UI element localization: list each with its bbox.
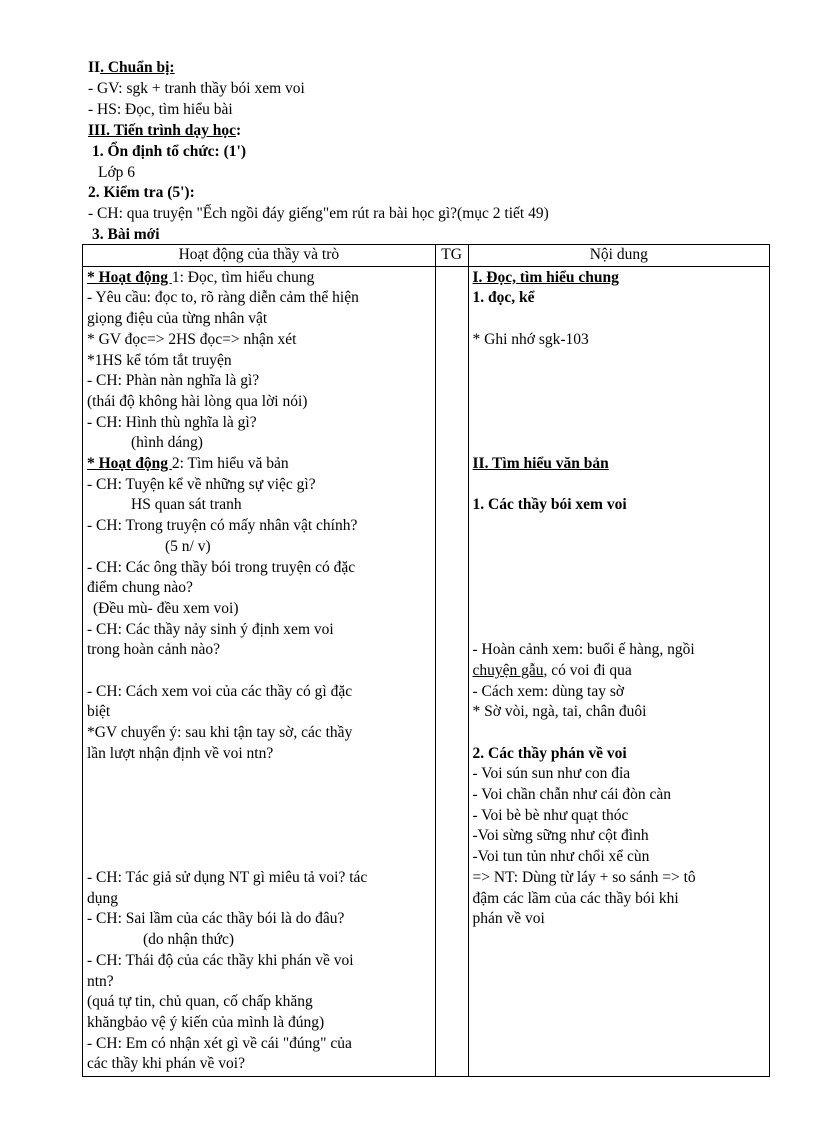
spacer xyxy=(473,413,765,434)
list-item: khăngbảo vệ ý kiến của mình là đúng) xyxy=(87,1013,325,1031)
spacer xyxy=(473,723,765,744)
spacer xyxy=(473,433,765,454)
list-item: => NT: Dùng từ láy + so sánh => tô xyxy=(472,868,696,886)
section-1-title: I. Đọc, tìm hiểu chung xyxy=(472,268,619,286)
list-item: (hình dáng) xyxy=(131,434,203,452)
process-colon: : xyxy=(236,122,242,139)
list-item: trong hoàn cảnh nào? xyxy=(87,641,220,659)
list-item: - Voi sún sun như con đỉa xyxy=(472,765,631,783)
spacer xyxy=(473,578,765,599)
list-item: - CH: Cách xem voi của các thầy có gì đặc xyxy=(87,682,353,700)
check-question: - CH: qua truyện "Ếch ngồi đáy giếng"em rút ra bài học gì?(mục 2 tiết 49) xyxy=(88,205,549,222)
list-item: * Sờ vòi, ngà, tai, chân đuôi xyxy=(472,703,647,721)
list-item: (quá tự tin, chủ quan, cố chấp khăng xyxy=(87,993,313,1011)
spacer xyxy=(473,351,765,372)
list-item: giọng điệu của từng nhân vật xyxy=(87,310,268,328)
spacer xyxy=(87,765,431,786)
spacer xyxy=(473,371,765,392)
list-item: - CH: Tác giả sử dụng NT gì miêu tả voi? tác xyxy=(87,869,368,886)
list-item: các thầy khi phán về voi? xyxy=(87,1055,245,1073)
prep-gv: - GV: sgk + tranh thầy bói xem voi xyxy=(88,80,305,97)
list-item: - Voi bè bè như quạt thóc xyxy=(472,806,629,824)
spacer xyxy=(87,806,431,827)
activity-1-text: 1: Đọc, tìm hiểu chung xyxy=(171,268,315,286)
list-item xyxy=(473,661,765,682)
spacer xyxy=(87,661,431,682)
prep-heading xyxy=(88,58,175,78)
activity-2-title xyxy=(87,454,431,475)
spacer xyxy=(473,557,765,578)
step-2: 2. Kiểm tra (5'): xyxy=(88,184,195,201)
list-item: (5 n/ v) xyxy=(165,537,211,555)
list-item: lần lượt nhận định về voi ntn? xyxy=(87,744,274,762)
list-item: - Cách xem: dùng tay sờ xyxy=(472,682,625,700)
subsection-title: 2. Các thầy phán về voi xyxy=(472,744,627,762)
subsection-title: 1. đọc, kể xyxy=(472,289,535,307)
list-item: - CH: Phàn nàn nghĩa là gì? xyxy=(87,372,260,390)
section-2-title: II. Tìm hiểu văn bản xyxy=(472,454,609,472)
list-item: - CH: Hình thù nghĩa là gì? xyxy=(87,413,257,431)
list-item: phán về voi xyxy=(472,910,545,928)
list-item: - CH: Em có nhận xét gì về cái "đúng" của xyxy=(87,1034,352,1052)
list-item: * GV đọc=> 2HS đọc=> nhận xét xyxy=(87,330,297,348)
list-item: dụng xyxy=(87,889,118,907)
subsection-title: 1. Các thầy bói xem voi xyxy=(472,496,627,514)
list-item: HS quan sát tranh xyxy=(131,496,242,514)
spacer xyxy=(473,537,765,558)
process-title: III. Tiến trình dạy học xyxy=(88,122,237,139)
header-activities: Hoạt động của thầy và trò xyxy=(83,245,436,267)
spacer xyxy=(473,309,765,330)
activity-2-text: 2: Tìm hiểu vă bản xyxy=(171,455,289,473)
list-item: - CH: Các ông thầy bói trong truyện có đặc xyxy=(87,558,356,576)
spacer xyxy=(87,785,431,806)
activity-1-label: * Hoạt động xyxy=(87,268,172,286)
list-item: -Voi sừng sững như cột đình xyxy=(472,827,649,845)
list-item: - CH: Thái độ của các thầy khi phán về voi xyxy=(87,951,354,969)
prep-title: . Chuẩn bị: xyxy=(100,59,175,76)
list-item: *1HS kể tóm tắt truyện xyxy=(87,351,232,369)
list-item: ntn? xyxy=(87,972,114,990)
class-name: Lớp 6 xyxy=(98,164,136,181)
underlined-phrase: chuyện gẫu xyxy=(472,661,544,679)
list-item: -Voi tun tủn như chổi xể cùn xyxy=(472,848,650,866)
prep-hs: - HS: Đọc, tìm hiểu bài xyxy=(88,101,233,118)
spacer xyxy=(473,475,765,496)
activity-2-label: * Hoạt động xyxy=(87,455,172,473)
spacer xyxy=(87,827,431,848)
spacer xyxy=(87,847,431,868)
list-item: - CH: Các thầy nảy sinh ý định xem voi xyxy=(87,620,334,638)
list-item: - CH: Sai lầm của các thầy bói là do đâu? xyxy=(87,910,345,928)
spacer xyxy=(473,619,765,640)
list-item: - CH: Trong truyện có mấy nhân vật chính? xyxy=(87,517,358,535)
spacer xyxy=(473,599,765,620)
list-item: điểm chung nào? xyxy=(87,579,193,597)
phrase-rest: , có voi đi qua xyxy=(543,661,632,679)
step-1: 1. Ổn định tổ chức: (1') xyxy=(92,143,246,160)
time-cell xyxy=(435,266,468,1076)
activities-cell xyxy=(83,266,436,1076)
list-item: đậm các lầm của các thầy bói khi xyxy=(472,889,679,907)
list-item: - Yêu cầu: đọc to, rõ ràng diễn cảm thể hiện xyxy=(87,289,359,307)
header-time: TG xyxy=(435,245,468,267)
spacer xyxy=(473,392,765,413)
list-item: * Ghi nhớ sgk-103 xyxy=(472,330,589,348)
list-item: (Đều mù- đều xem voi) xyxy=(93,599,239,617)
list-item: - Voi chần chẫn như cái đòn càn xyxy=(472,786,672,804)
content-cell xyxy=(468,266,769,1076)
activity-1-title xyxy=(87,268,431,289)
table-body-row xyxy=(83,266,770,1076)
spacer xyxy=(473,516,765,537)
list-item: - CH: Tuyện kể về những sự việc gì? xyxy=(87,475,316,493)
list-item: biệt xyxy=(87,703,111,721)
list-item: - Hoàn cảnh xem: buổi ế hàng, ngồi xyxy=(472,641,695,659)
header-content: Nội dung xyxy=(468,245,769,267)
step-3: 3. Bài mới xyxy=(92,226,160,243)
list-item: (do nhận thức) xyxy=(143,931,235,949)
table-header-row xyxy=(83,245,770,267)
process-heading xyxy=(88,121,241,141)
lesson-table xyxy=(82,244,770,1077)
prep-prefix: II xyxy=(88,59,101,76)
list-item: (thái độ không hài lòng qua lời nói) xyxy=(87,392,308,410)
list-item: *GV chuyển ý: sau khi tận tay sờ, các thầy xyxy=(87,724,353,742)
